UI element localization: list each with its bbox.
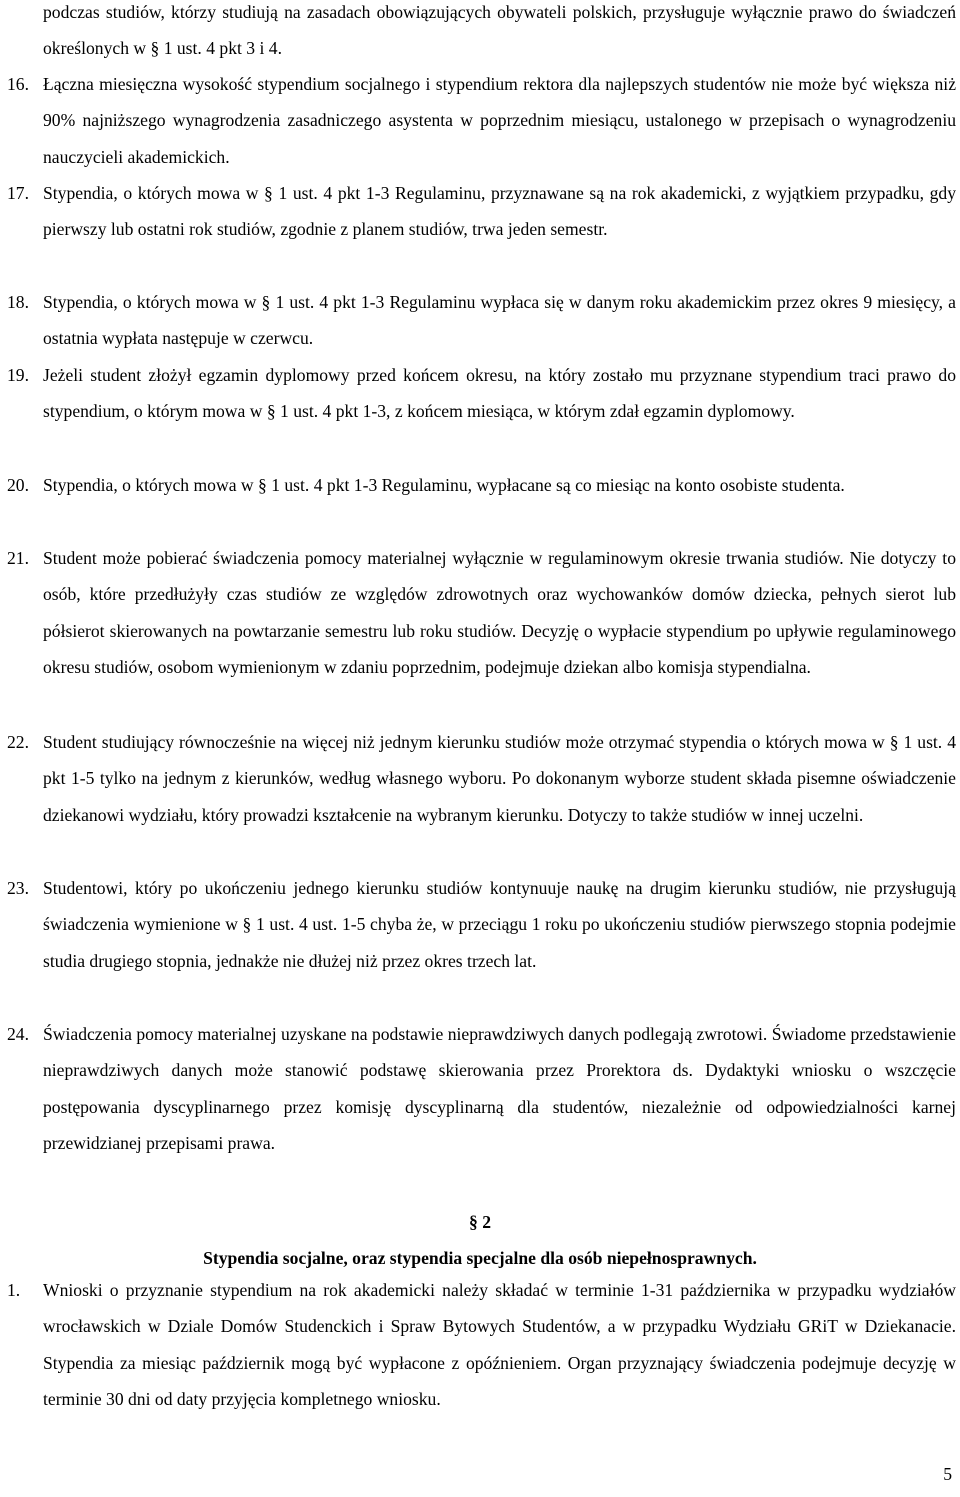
paragraph-text: Stypendia, o których mowa w § 1 ust. 4 pkt 1-3 Regulaminu, przyznawane są na rok akademicki, z wyjątkiem przypadku, gdy pierwszy lub ostatni rok studiów, zgodnie z planem studiów, trwa jeden semestr. (43, 183, 956, 240)
paragraph-number: 23. (7, 878, 29, 898)
paragraph-number: 18. (7, 292, 29, 312)
paragraph-17 (7, 175, 956, 248)
paragraph-20 (7, 467, 956, 503)
page-number: 5 (943, 1464, 952, 1484)
paragraph-text: Jeżeli student złożył egzamin dyplomowy przed końcem okresu, na który zostało mu przyznane stypendium traci prawo do stypendium, o którym mowa w § 1 ust. 4 pkt 1-3, z końcem miesiąca, w którym zdał egzamin dyplomowy. (43, 365, 956, 422)
section-paragraph-1 (7, 1272, 956, 1418)
paragraph-number: 22. (7, 732, 29, 752)
paragraph-text: Studentowi, który po ukończeniu jednego kierunku studiów kontynuuje naukę na drugim kierunku studiów, nie przysługują świadczenia wymienione w § 1 ust. 4 ust. 1-5 chyba że, w przeciągu 1 roku po ukończeniu studiów pierwszego stopnia podejmie studia drugiego stopnia, jednakże nie dłużej niż przez okres trzech lat. (43, 878, 956, 971)
paragraph-text: Wnioski o przyznanie stypendium na rok akademicki należy składać w terminie 1-31 października w przypadku wydziałów wrocławskich w Dziale Domów Studenckich i Spraw Bytowych Studentów, a w przypadku Wydziału GRiT w Dziekanacie. Stypendia za miesiąc październik mogą być wypłacone z opóźnieniem. Organ przyznający świadczenia podejmuje decyzję w terminie 30 dni od daty przyjęcia kompletnego wniosku. (43, 1280, 956, 1410)
paragraph-text: Student może pobierać świadczenia pomocy materialnej wyłącznie w regulaminowym okresie trwania studiów. Nie dotyczy to osób, które przedłużyły czas studiów ze względów zdrowotnych oraz wychowanków domów dziecka, pełnych sierot lub półsierot skierowanych na powtarzanie semestru lub roku studiów. Decyzję o wypłacie stypendium po upływie regulaminowego okresu studiów, osobom wymienionym w zdaniu poprzednim, podejmuje dziekan albo komisja stypendialna. (43, 548, 956, 678)
paragraph-number: 21. (7, 548, 29, 568)
paragraph-number: 1. (7, 1280, 21, 1300)
paragraph-22 (7, 724, 956, 833)
paragraph-text: Stypendia, o których mowa w § 1 ust. 4 pkt 1-3 Regulaminu, wypłacane są co miesiąc na konto osobiste studenta. (43, 475, 845, 495)
paragraph-24 (7, 1016, 956, 1162)
paragraph-number: 17. (7, 183, 29, 203)
paragraph-number: 19. (7, 365, 29, 385)
paragraph-number: 20. (7, 475, 29, 495)
paragraph-text: Świadczenia pomocy materialnej uzyskane na podstawie nieprawdziwych danych podlegają zwrotowi. Świadome przedstawienie nieprawdziwych danych może stanowić podstawę skierowania przez Prorektora ds. Dydaktyki wniosku o wszczęcie postępowania dyscyplinarnego przez komisję dyscyplinarną dla studentów, niezależnie od odpowiedzialności karnej przewidzianej przepisami prawa. (43, 1024, 956, 1154)
paragraph-19 (7, 357, 956, 430)
paragraph-text: Łączna miesięczna wysokość stypendium socjalnego i stypendium rektora dla najlepszych studentów nie może być większa niż 90% najniższego wynagrodzenia zasadniczego asystenta w poprzednim miesiącu, ustalonego w przepisach o wynagrodzeniu nauczycieli akademickich. (43, 74, 956, 167)
paragraph-16 (7, 66, 956, 175)
paragraph-text: Stypendia, o których mowa w § 1 ust. 4 pkt 1-3 Regulaminu wypłaca się w danym roku akademickim przez okres 9 miesięcy, a ostatnia wypłata następuje w czerwcu. (43, 292, 956, 349)
paragraph-number: 16. (7, 74, 29, 94)
paragraph-23 (7, 870, 956, 979)
paragraph-21 (7, 540, 956, 686)
section-title: Stypendia socjalne, oraz stypendia specjalne dla osób niepełnosprawnych. (203, 1248, 757, 1268)
section-mark: § 2 (469, 1212, 491, 1232)
paragraph-text: podczas studiów, którzy studiują na zasadach obowiązujących obywateli polskich, przysługuje wyłącznie prawo do świadczeń określonych w § 1 ust. 4 pkt 3 i 4. (43, 2, 956, 59)
paragraph-18 (7, 284, 956, 357)
paragraph-continuation (43, 0, 956, 67)
paragraph-number: 24. (7, 1024, 29, 1044)
paragraph-text: Student studiujący równocześnie na więcej niż jednym kierunku studiów może otrzymać stypendia o których mowa w § 1 ust. 4 pkt 1-5 tylko na jednym z kierunków, według własnego wyboru. Po dokonanym wyborze student składa pisemne oświadczenie dziekanowi wydziału, który prowadzi kształcenie na wybranym kierunku. Dotyczy to także studiów w innej uczelni. (43, 732, 956, 825)
